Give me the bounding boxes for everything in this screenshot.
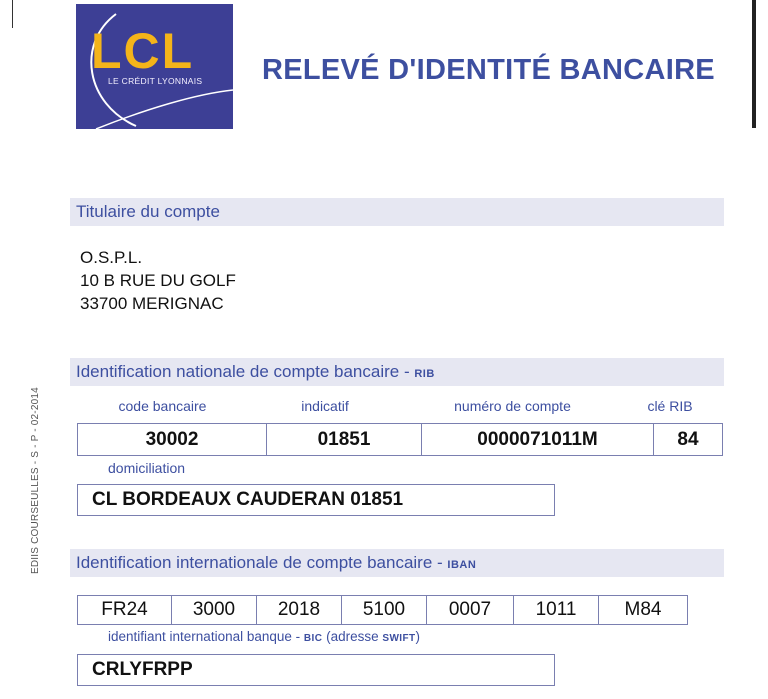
label-domiciliation: domiciliation — [108, 460, 186, 476]
iban-group-7: M84 — [624, 599, 662, 620]
label-branch-code: indicatif — [301, 398, 349, 414]
iban-section-title: Identification internationale de compte bancaire - — [76, 553, 443, 572]
printer-side-mark: EDIIS COURSEULLES - S - P - 02-2014 — [30, 387, 41, 574]
label-rib-key: clé RIB — [647, 398, 693, 414]
lcl-logo — [76, 4, 233, 129]
value-bic: CRLYFRPP — [92, 659, 193, 680]
rib-values-box — [77, 423, 723, 456]
label-account-number: numéro de compte — [454, 398, 571, 414]
bic-label-suffix: (adresse — [326, 629, 379, 644]
iban-group-3: 2018 — [277, 599, 321, 620]
holder-section-title: Titulaire du compte — [76, 202, 220, 221]
rib-section-abbr: RIB — [414, 368, 435, 380]
bic-label-abbr: BIC — [303, 633, 323, 644]
logo-subtitle: LE CRÉDIT LYONNAIS — [108, 76, 203, 86]
page-edge-mark-right — [752, 0, 756, 128]
label-bank-code: code bancaire — [118, 398, 207, 414]
iban-group-2: 3000 — [192, 599, 236, 620]
bic-label-text: identifiant international banque - — [108, 629, 301, 644]
holder-street: 10 B RUE DU GOLF — [80, 271, 236, 290]
value-account-number: 0000071011M — [477, 428, 598, 450]
iban-group-1: FR24 — [101, 599, 148, 620]
iban-group-6: 1011 — [535, 599, 577, 620]
label-bic — [108, 629, 420, 644]
rib-section-title: Identification nationale de compte bancaire - — [76, 362, 410, 381]
domiciliation-box — [77, 484, 555, 516]
iban-section-abbr: IBAN — [447, 559, 477, 571]
iban-group-5: 0007 — [448, 599, 492, 620]
logo-wordmark: LCL — [91, 23, 195, 79]
iban-section-header — [70, 549, 724, 577]
holder-city: 33700 MERIGNAC — [80, 294, 224, 313]
holder-name: O.S.P.L. — [80, 248, 143, 267]
iban-group-4: 5100 — [362, 599, 406, 620]
bic-label-close: ) — [415, 629, 420, 644]
value-bank-code: 30002 — [145, 428, 199, 450]
value-rib-key: 84 — [677, 428, 699, 450]
bic-label-swift: SWIFT — [382, 633, 416, 644]
holder-section-header — [70, 198, 724, 226]
rib-section-header — [70, 358, 724, 386]
bic-box — [77, 654, 555, 686]
document-title: RELEVÉ D'IDENTITÉ BANCAIRE — [262, 54, 715, 86]
page-edge-mark-left — [12, 0, 13, 28]
value-branch-code: 01851 — [317, 428, 371, 450]
value-domiciliation: CL BORDEAUX CAUDERAN 01851 — [92, 489, 404, 510]
iban-box — [77, 595, 688, 625]
